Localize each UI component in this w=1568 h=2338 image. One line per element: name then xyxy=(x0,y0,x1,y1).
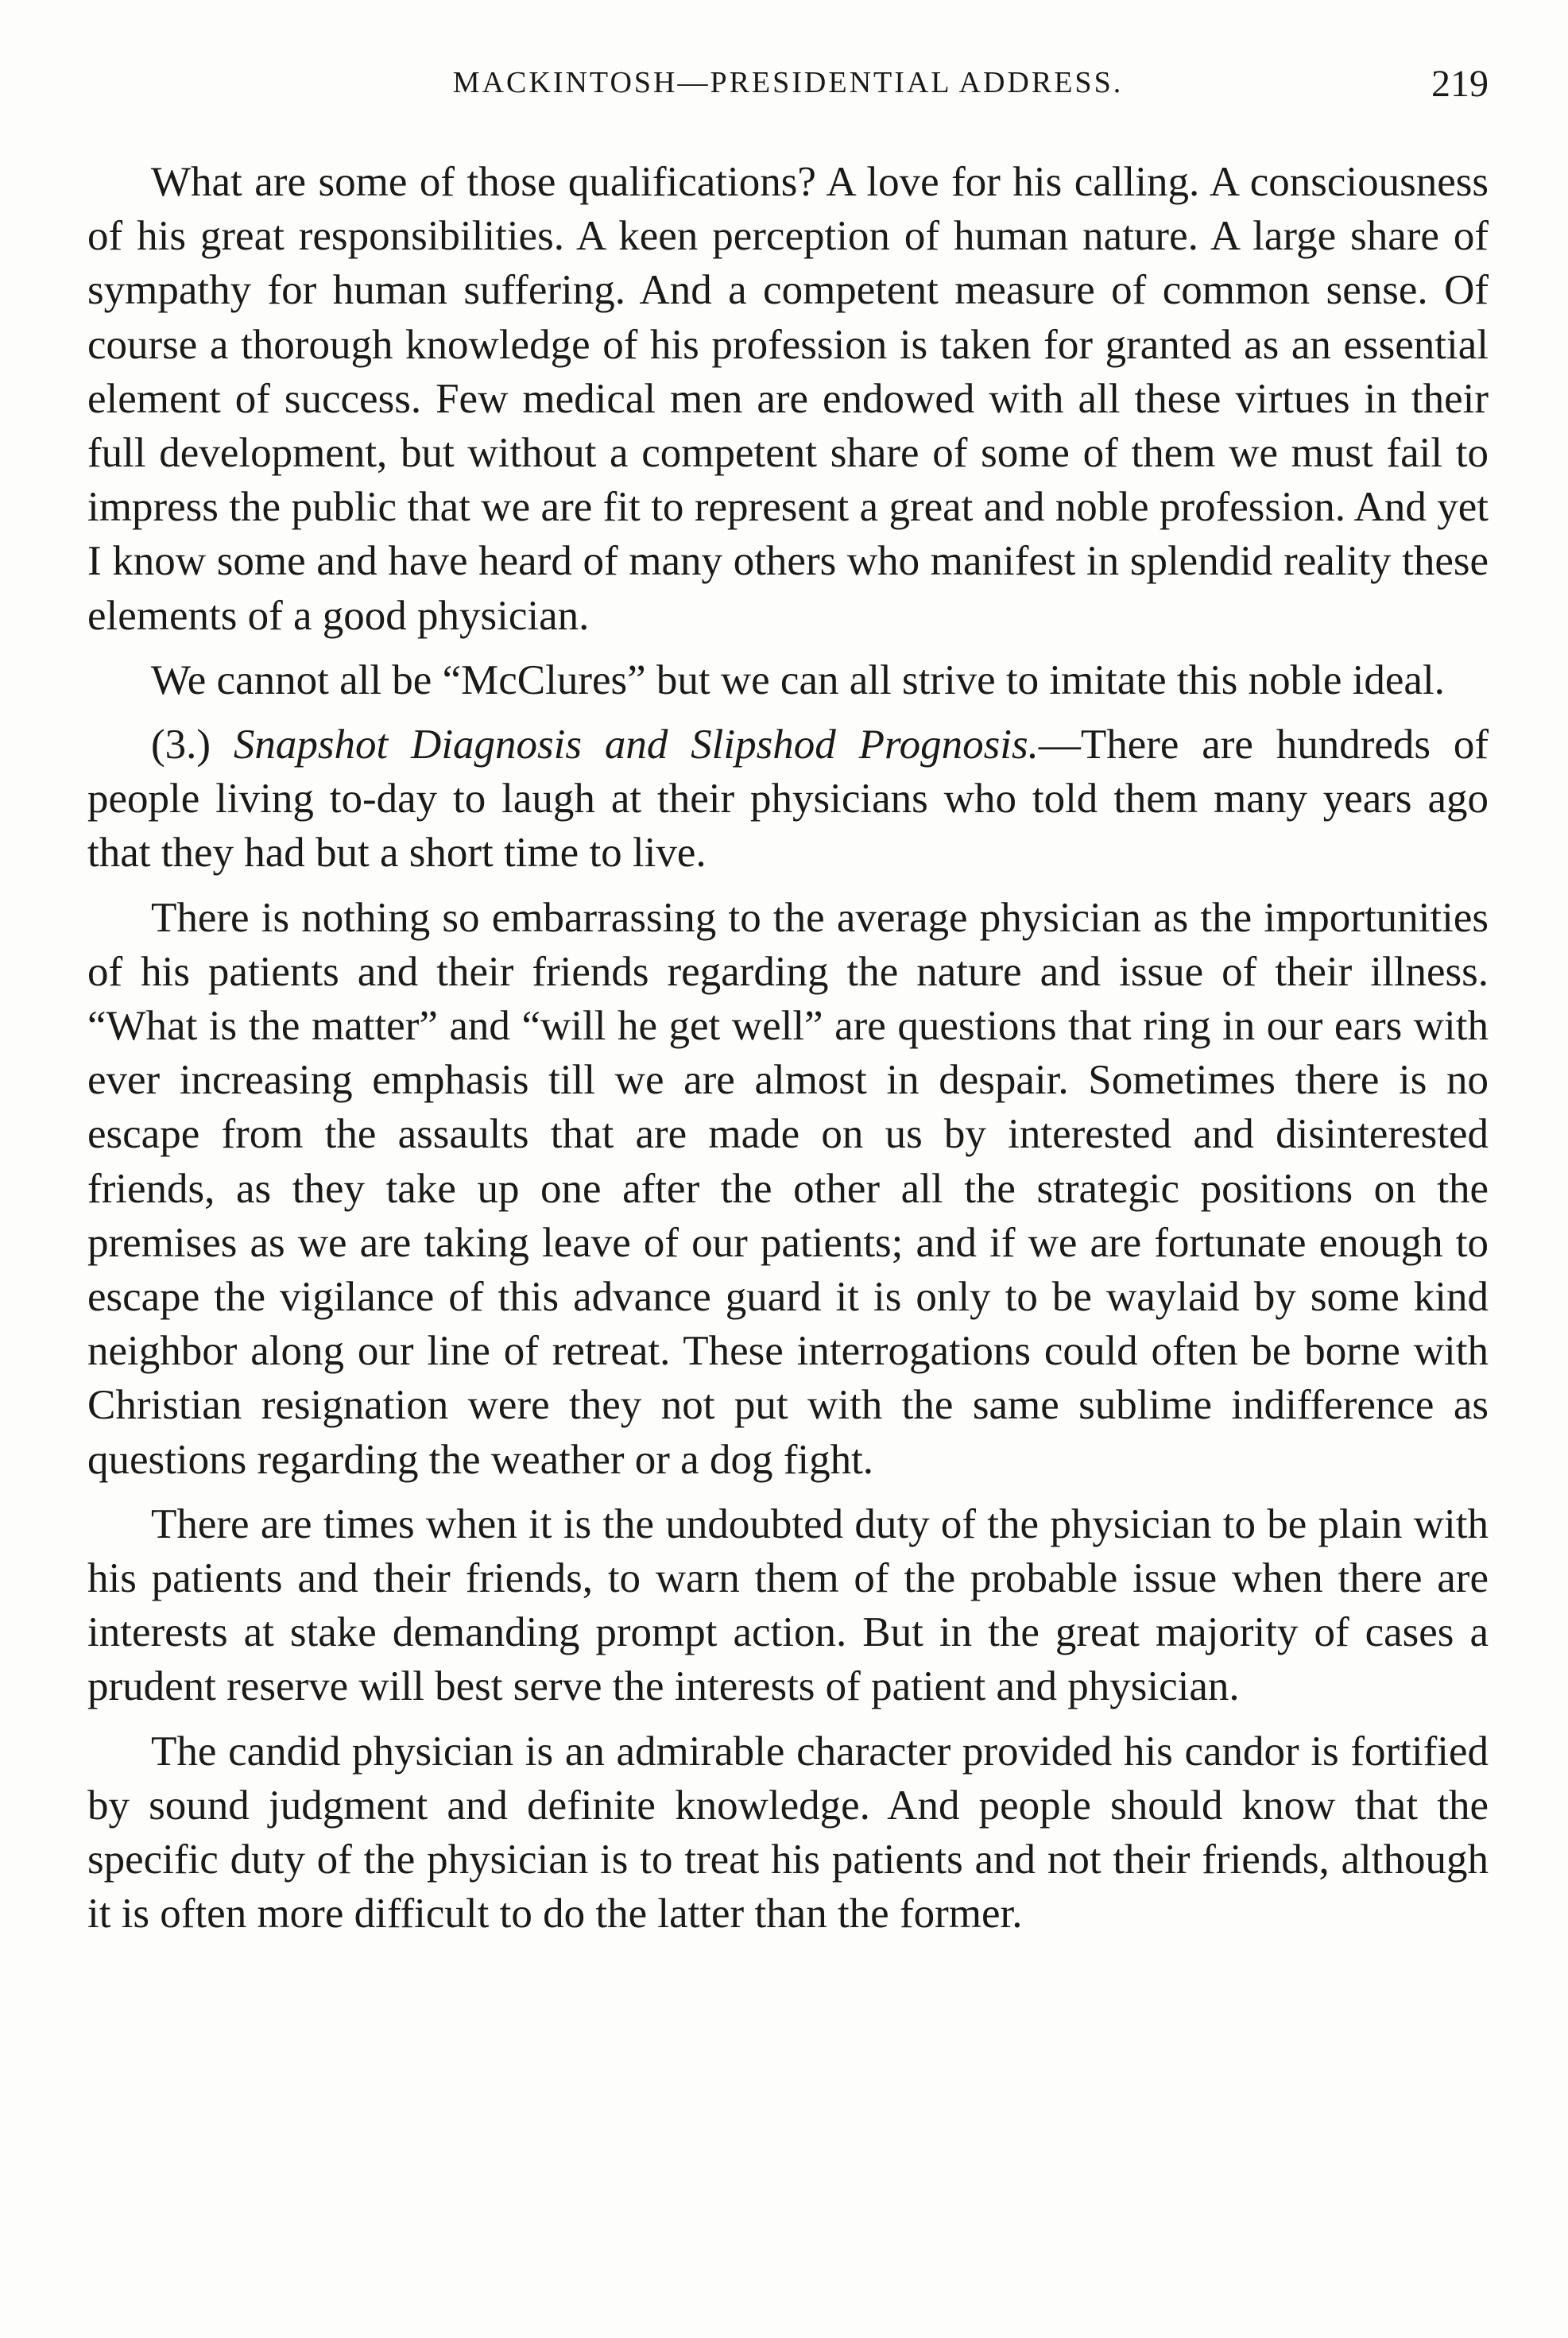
page-number: 219 xyxy=(1431,63,1489,105)
running-head xyxy=(87,57,1489,113)
paragraph-section-3 xyxy=(87,718,1489,881)
body-text xyxy=(87,155,1489,1941)
section-3-text: —There are hundreds of people living to-day to laugh at their physicians who told them many years ago that they had but a short time to live. xyxy=(87,722,1489,877)
paragraph-embarrassing: There is nothing so embarrassing to the average physician as the importunities of his patients and their friends regarding the nature and issue of their illness. “What is the matter” and “will he get well” are questions that ring in our ears with ever increasing emphasis till we are almost in despair. Sometimes there is no escape from the assaults that are made on us by interested and disinterested friends, as they take up one after the other all the strategic positions on the premises as we are taking leave of our patients; and if we are fortunate enough to escape the vigilance of this advance guard it is only to be waylaid by some kind neighbor along our line of retreat. These interrogations could often be borne with Christian resignation were they not put with the same sublime indifference as questions regarding the weather or a dog fight. xyxy=(87,894,1489,1483)
section-title: Snapshot Diagnosis and Slipshod Prognosis. xyxy=(233,722,1039,768)
paragraph-candid-physician: The candid physician is an admirable character provided his candor is fortified by sound judgment and definite knowledge. And people should know that the specific duty of the physician is to treat his patients and not their friends, although it is often more difficult to do the latter than the former. xyxy=(87,1728,1489,1937)
paragraph-duty: There are times when it is the undoubted duty of the physician to be plain with his patients and their friends, to warn them of the probable issue when there are interests at stake demanding prompt action. But in the great majority of cases a prudent reserve will best serve the interests of patient and physician. xyxy=(87,1500,1489,1710)
paragraph-mcclures: We cannot all be “McClures” but we can all strive to imitate this noble ideal. xyxy=(151,656,1445,703)
running-title: MACKINTOSH—PRESIDENTIAL ADDRESS. xyxy=(452,66,1124,99)
section-number: (3.) xyxy=(151,722,211,768)
paragraph-qualifications: What are some of those qualifications? A love for his calling. A consciousness of his great responsibilities. A keen perception of human nature. A large share of sympathy for human suffering. And a competent measure of common sense. Of course a thorough knowledge of his profession is taken for granted as an essential element of success. Few medical men are endowed with all these virtues in their full development, but without a competent share of some of them we must fail to impress the public that we are fit to represent a great and noble profession. And yet I know some and have heard of many others who manifest in splendid reality these elements of a good physician. xyxy=(87,159,1489,639)
